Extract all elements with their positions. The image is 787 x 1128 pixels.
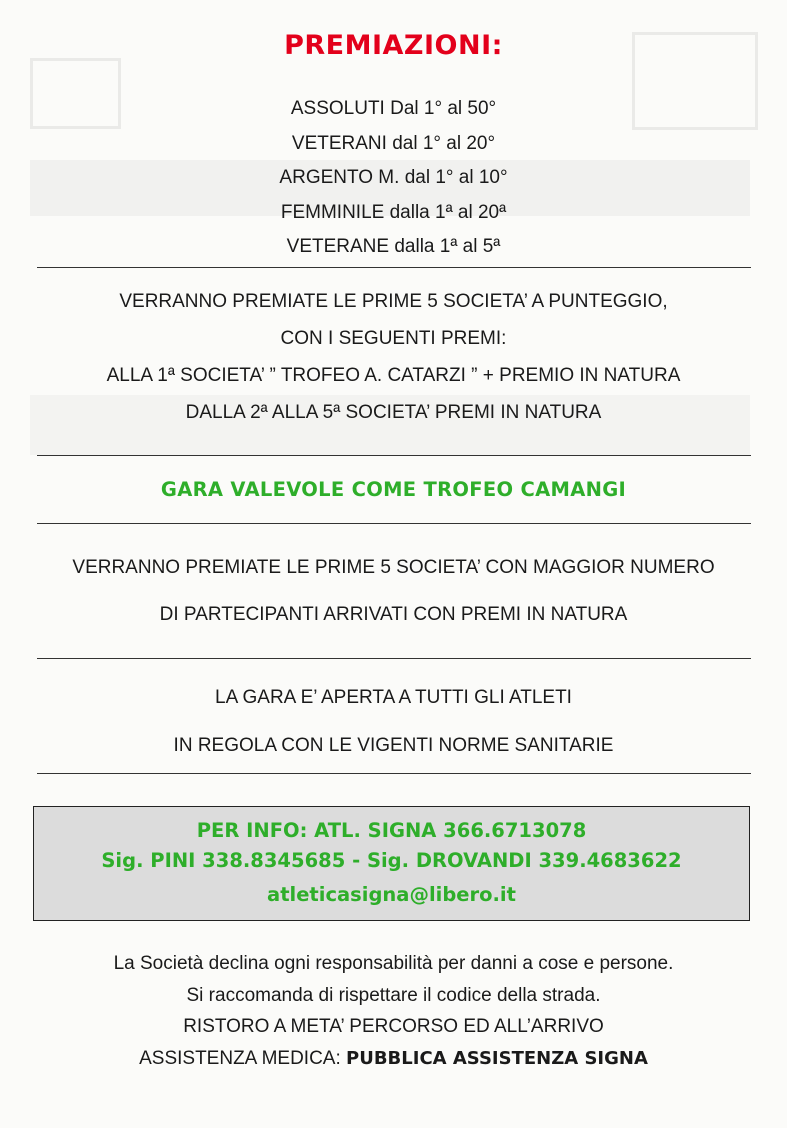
team-prizes-line: VERRANNO PREMIATE LE PRIME 5 SOCIETA’ A PUNTEGGIO,: [119, 291, 668, 312]
medical-assistance-line: [0, 1043, 787, 1075]
info-box: [33, 806, 750, 921]
team-prizes-line: ALLA 1ª SOCIETA’ ” TROFEO A. CATARZI ” + PREMIO IN NATURA: [106, 365, 681, 386]
medical-assistance-provider: PUBBLICA ASSISTENZA SIGNA: [346, 1047, 648, 1069]
ranking-item: ASSOLUTI Dal 1° al 50°: [290, 98, 497, 119]
participation-prizes-section: [0, 544, 787, 638]
divider: [37, 658, 751, 659]
eligibility-line: LA GARA E’ APERTA A TUTTI GLI ATLETI: [215, 687, 572, 708]
team-prizes-line: CON I SEGUENTI PREMI:: [280, 328, 507, 349]
page-title: PREMIAZIONI:: [284, 30, 503, 61]
traffic-rules-line: Si raccomanda di rispettare il codice della strada.: [186, 984, 601, 1006]
participation-line: DI PARTECIPANTI ARRIVATI CON PREMI IN NATURA: [159, 604, 628, 625]
footer-notes: [0, 948, 787, 1074]
team-prizes-line: DALLA 2ª ALLA 5ª SOCIETA’ PREMI IN NATURA: [185, 402, 602, 423]
divider: [37, 523, 751, 524]
ranking-item: VETERANE dalla 1ª al 5ª: [286, 236, 501, 257]
info-contact-primary: PER INFO: ATL. SIGNA 366.6713078: [196, 819, 587, 842]
refreshment-line: RISTORO A META’ PERCORSO ED ALL’ARRIVO: [183, 1016, 604, 1037]
trophy-notice: GARA VALEVOLE COME TROFEO CAMANGI: [160, 478, 627, 501]
ranking-item: VETERANI dal 1° al 20°: [291, 132, 496, 154]
participation-line: VERRANNO PREMIATE LE PRIME 5 SOCIETA’ CON MAGGIOR NUMERO: [72, 557, 715, 578]
info-contact-people: Sig. PINI 338.8345685 - Sig. DROVANDI 339.4683622: [101, 849, 682, 872]
eligibility-line: IN REGOLA CON LE VIGENTI NORME SANITARIE: [173, 735, 614, 756]
ranking-item: ARGENTO M. dal 1° al 10°: [279, 167, 508, 188]
eligibility-section: [0, 674, 787, 770]
team-prizes-section: [0, 283, 787, 431]
disclaimer-line: La Società declina ogni responsabilità per danni a cose e persone.: [113, 953, 674, 974]
info-email-link[interactable]: atleticasigna@libero.it: [267, 883, 516, 906]
divider: [37, 267, 751, 268]
divider: [37, 455, 751, 456]
medical-assistance-label: ASSISTENZA MEDICA:: [139, 1047, 347, 1069]
ranking-item: FEMMINILE dalla 1ª al 20ª: [280, 201, 507, 223]
ranking-list: [0, 92, 787, 265]
divider: [37, 773, 751, 774]
